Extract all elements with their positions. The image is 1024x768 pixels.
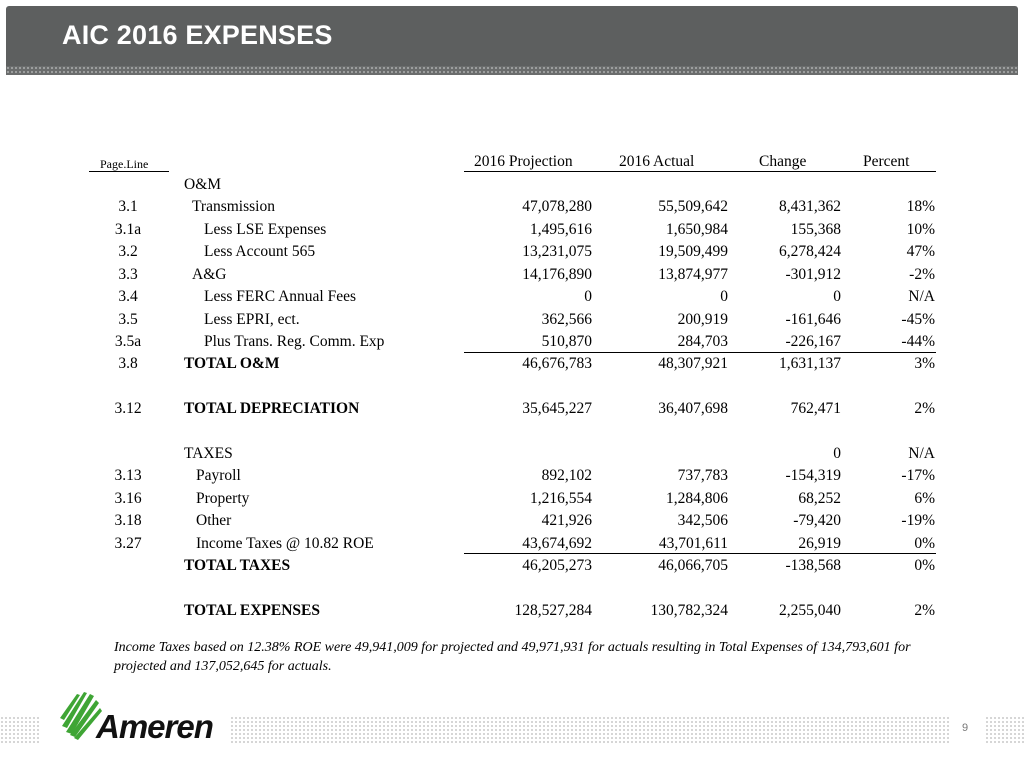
row-label: TAXES: [184, 445, 233, 462]
row-percent: 0%: [914, 535, 935, 552]
brand-logo-text: Ameren: [96, 708, 213, 745]
row-percent: -2%: [909, 266, 935, 283]
row-page-line: 3.8: [118, 355, 138, 372]
row-percent: -19%: [901, 512, 935, 529]
row-page-line: 3.4: [118, 288, 138, 305]
row-actual: 1,284,806: [666, 490, 728, 507]
row-percent: 2%: [914, 400, 935, 417]
row-page-line: 3.3: [118, 266, 138, 283]
row-actual: 19,509,499: [658, 243, 728, 260]
row-projection: 14,176,890: [522, 266, 592, 283]
row-label: TOTAL DEPRECIATION: [184, 400, 360, 417]
row-percent: 0%: [914, 557, 935, 574]
row-label: Income Taxes @ 10.82 ROE: [196, 535, 374, 552]
row-change: 1,631,137: [779, 355, 841, 372]
row-label: Property: [196, 490, 250, 507]
header-change: Change: [759, 153, 807, 170]
row-actual: 55,509,642: [658, 198, 728, 215]
row-page-line: 3.1a: [114, 221, 142, 238]
row-label: Less FERC Annual Fees: [204, 288, 356, 305]
row-projection: 0: [584, 288, 592, 305]
row-change: 155,368: [790, 221, 841, 238]
row-projection: 47,078,280: [522, 198, 592, 215]
row-actual: 43,701,611: [658, 535, 728, 552]
row-page-line: 3.13: [114, 467, 142, 484]
page-number: 9: [962, 722, 969, 734]
footer-dot-band-right: [985, 716, 1024, 744]
row-percent: N/A: [908, 445, 935, 462]
row-change: 68,252: [798, 490, 841, 507]
header-underline-left: [89, 171, 169, 172]
row-change: -154,319: [785, 467, 841, 484]
row-actual: 200,919: [677, 311, 728, 328]
row-label: TOTAL EXPENSES: [184, 602, 320, 619]
row-label: Transmission: [192, 198, 275, 215]
row-actual: 130,782,324: [650, 602, 728, 619]
row-page-line: 3.12: [114, 400, 142, 417]
row-page-line: 3.16: [114, 490, 142, 507]
row-change: -138,568: [785, 557, 841, 574]
row-change: 0: [833, 445, 841, 462]
row-label: Other: [196, 512, 232, 529]
row-change: 762,471: [790, 400, 841, 417]
row-percent: 10%: [906, 221, 935, 238]
row-actual: 737,783: [677, 467, 728, 484]
row-actual: 48,307,921: [658, 355, 728, 372]
slide-title: AIC 2016 EXPENSES: [62, 20, 333, 50]
row-label: Less LSE Expenses: [204, 221, 327, 238]
row-projection: 43,674,692: [522, 535, 592, 552]
row-actual: 1,650,984: [666, 221, 728, 238]
row-projection: 46,676,783: [522, 355, 592, 372]
row-change: -79,420: [793, 512, 841, 529]
header-actual: 2016 Actual: [619, 153, 695, 170]
row-actual: 46,066,705: [658, 557, 728, 574]
subtotal-rule-om: [464, 352, 936, 353]
row-percent: 2%: [914, 602, 935, 619]
row-change: -161,646: [785, 311, 841, 328]
row-page-line: 3.1: [118, 198, 138, 215]
row-actual: 36,407,698: [658, 400, 728, 417]
row-page-line: 3.2: [118, 243, 138, 260]
subtotal-rule-taxes: [464, 553, 936, 554]
row-label: Less Account 565: [204, 243, 316, 260]
row-label: TOTAL O&M: [184, 355, 280, 372]
row-percent: 47%: [906, 243, 935, 260]
footer-dot-band: [230, 716, 950, 744]
row-label: A&G: [192, 266, 227, 283]
row-change: 0: [833, 288, 841, 305]
row-projection: 892,102: [541, 467, 592, 484]
row-percent: 6%: [914, 490, 935, 507]
row-projection: 13,231,075: [522, 243, 592, 260]
row-change: 8,431,362: [779, 198, 841, 215]
row-change: -301,912: [785, 266, 841, 283]
title-dot-band: [6, 66, 1018, 75]
row-page-line: 3.18: [114, 512, 142, 529]
row-label: TOTAL TAXES: [184, 557, 291, 574]
row-change: 26,919: [798, 535, 841, 552]
row-projection: 362,566: [541, 311, 592, 328]
title-bar: [6, 6, 1018, 66]
row-percent: N/A: [908, 288, 935, 305]
row-label: Payroll: [196, 467, 241, 484]
row-projection: 1,495,616: [530, 221, 592, 238]
header-page-line: Page.Line: [100, 157, 149, 171]
row-projection: 421,926: [541, 512, 592, 529]
row-percent: -17%: [901, 467, 935, 484]
header-projection: 2016 Projection: [474, 153, 573, 170]
row-actual: 13,874,977: [658, 266, 728, 283]
row-percent: 3%: [914, 355, 935, 372]
row-page-line: 3.27: [114, 535, 142, 552]
row-label: O&M: [184, 176, 222, 193]
row-page-line: 3.5: [118, 311, 138, 328]
row-projection: 1,216,554: [530, 490, 592, 507]
row-label: Plus Trans. Reg. Comm. Exp: [204, 333, 385, 350]
row-percent: 18%: [906, 198, 935, 215]
row-label: Less EPRI, ect.: [204, 311, 300, 328]
footer-dot-band-left: [0, 716, 40, 744]
row-projection: 35,645,227: [522, 400, 592, 417]
footnote: Income Taxes based on 12.38% ROE were 49,941,009 for projected and 49,971,931 for actuals resulting in Total Expenses of 134,793,601 for projected and 137,052,645 for actuals.: [114, 640, 911, 674]
row-percent: -45%: [901, 311, 935, 328]
row-actual: 342,506: [677, 512, 728, 529]
row-projection: 46,205,273: [522, 557, 592, 574]
header-percent: Percent: [863, 153, 910, 170]
row-projection: 128,527,284: [514, 602, 592, 619]
row-change: 6,278,424: [779, 243, 841, 260]
row-actual: 284,703: [677, 333, 728, 350]
row-projection: 510,870: [541, 333, 592, 350]
row-percent: -44%: [901, 333, 935, 350]
row-change: 2,255,040: [779, 602, 841, 619]
header-underline-right: [464, 171, 936, 172]
row-change: -226,167: [785, 333, 841, 350]
row-actual: 0: [720, 288, 728, 305]
row-page-line: 3.5a: [114, 333, 142, 350]
